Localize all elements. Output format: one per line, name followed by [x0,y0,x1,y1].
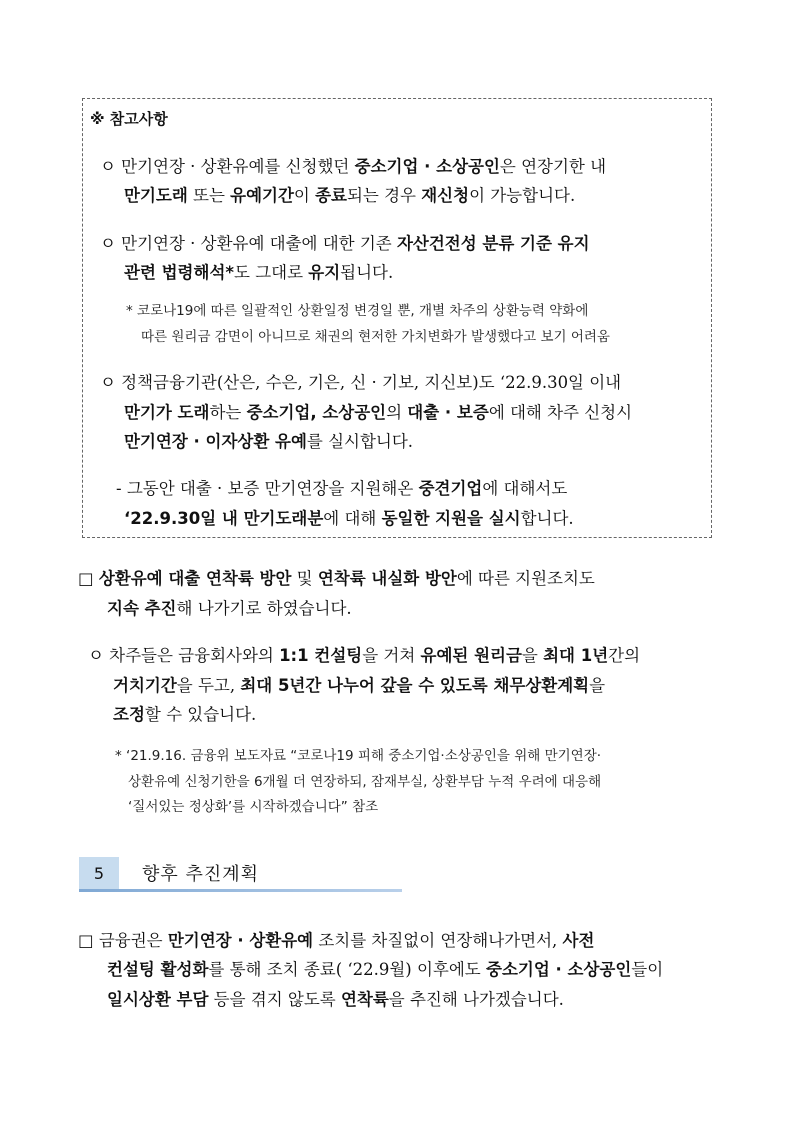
text-run: □ [78,569,99,588]
text-run: 이 [293,186,316,205]
text-run: 을 두고, [176,676,241,695]
bold-text-run: 상환유예 대출 연착륙 방안 [98,569,292,588]
text-run: 조치를 차질없이 연장해나가면서, [313,931,563,950]
bold-text-run: 재신청 [421,186,470,205]
text-run: 되는 경우 [346,186,422,205]
ref-dash-line2 [124,507,574,531]
bold-text-run: 만기가 도래 [124,403,210,422]
text-run: 를 실시합니다. [306,432,414,451]
bold-text-run: 중소기업 · 소상공인 [354,157,500,176]
reference-title: ※ 참고사항 [90,110,168,128]
ref-item2-line2 [124,261,393,285]
ref-item3-line3 [124,430,413,454]
body-footnote-line2: 상환유예 신청기한을 6개월 더 연장하되, 잠재부실, 상환부담 누적 우려에 대응해 [128,774,602,790]
ref-dash-line1 [116,477,567,501]
text-run: 등을 겪지 않도록 [208,990,341,1009]
bold-text-run: 대출 · 보증 [407,403,489,422]
text-run: 을 [589,676,606,695]
plan-line2 [107,958,663,982]
bold-text-run: 중소기업, 소상공인 [246,403,387,422]
bold-text-run: 컨설팅 활성화 [107,960,209,979]
text-run: 들이 [631,960,664,979]
bold-text-run: 유예된 원리금 [420,646,522,665]
bold-text-run: 관련 법령해석* [124,263,235,282]
text-run: ㅇ 차주들은 금융회사와의 [88,646,280,665]
text-run: 을 추진해 나가겠습니다. [388,990,564,1009]
bold-text-run: 지속 추진 [107,599,177,618]
bold-text-run: 중견기업 [418,479,483,498]
text-run: ㅇ 정책금융기관(산은, 수은, 기은, 신 · 기보, 지신보)도 ‘22.9.30일 이내 [100,373,622,392]
text-run: 을 거쳐 [362,646,421,665]
text-run: 할 수 있습니다. [144,705,257,724]
text-run: □ 금융권은 [78,931,168,950]
bold-text-run: ‘22.9.30일 내 만기도래분 [124,509,324,528]
bold-text-run: 종료 [315,186,347,205]
bold-text-run: 최대 5년간 나누어 갚을 수 있도록 채무상환계획 [240,676,590,695]
text-run: 은 연장기한 내 [499,157,607,176]
body-footnote-line1: * ‘21.9.16. 금융위 보도자료 “코로나19 피해 중소기업·소상공인을 위해 만기연장· [115,748,602,764]
text-run: - 그동안 대출 · 보증 만기연장을 지원해온 [116,479,419,498]
ref-item3-line1 [100,371,621,395]
bold-text-run: 유지 [308,263,341,282]
bold-text-run: 자산건전성 분류 기준 유지 [396,234,590,253]
text-run: 에 따른 지원조치도 [456,569,595,588]
body-para2-line3 [113,703,256,727]
ref-item2-line1 [100,232,590,256]
text-run: 합니다. [520,509,574,528]
body-para2-line2 [113,674,605,698]
section-title: 향후 추진계획 [142,864,260,885]
bold-text-run: 최대 1년 [543,646,609,665]
bold-text-run: 1:1 컨설팅 [279,646,363,665]
bold-text-run: 유예기간 [230,186,294,205]
ref-item1-line1 [100,155,606,179]
bold-text-run: 만기도래 [124,186,188,205]
text-run: 을 [521,646,544,665]
text-run: 도 그대로 [234,263,309,282]
bold-text-run: 연착륙 [340,990,389,1009]
bold-text-run: 만기연장 · 상환유예 [167,931,314,950]
text-run: 됩니다. [340,263,394,282]
bold-text-run: 조정 [113,705,145,724]
text-run: 해 나가기로 하였습니다. [176,599,352,618]
body-footnote-line3: ‘질서있는 정상화’를 시작하겠습니다” 참조 [128,799,379,815]
section-number: 5 [79,857,119,890]
plan-line3 [107,988,564,1012]
text-run: 에 대해 차주 신청시 [488,403,633,422]
bold-text-run: 중소기업 · 소상공인 [486,960,632,979]
ref-footnote-line2: 따른 원리금 감면이 아니므로 채권의 현저한 가치변화가 발생했다고 보기 어려움 [141,329,610,345]
text-run: 의 [386,403,408,422]
text-run: 간의 [608,646,641,665]
bold-text-run: 사전 [562,931,595,950]
bold-text-run: 일시상환 부담 [107,990,209,1009]
ref-footnote-line1: * 코로나19에 따른 일괄적인 상환일정 변경일 뿐, 개별 차주의 상환능력 약화에 [126,303,589,319]
text-run: 에 대해 [323,509,382,528]
bold-text-run: 거치기간 [113,676,177,695]
plan-line1 [78,929,594,953]
ref-item3-line2 [124,401,632,425]
bold-text-run: 만기연장 · 이자상환 유예 [124,432,307,451]
body-para1-line1 [78,567,595,591]
text-run: 이 가능합니다. [469,186,576,205]
body-para1-line2 [107,597,352,621]
text-run: 하는 [209,403,247,422]
bold-text-run: 연착륙 내실화 방안 [317,569,457,588]
bold-text-run: 동일한 지원을 실시 [381,509,521,528]
text-run: 에 대해서도 [482,479,568,498]
text-run: 또는 [187,186,231,205]
section-underline [79,889,402,892]
text-run: ㅇ 만기연장 · 상환유예 대출에 대한 기존 [100,234,397,253]
text-run: ㅇ 만기연장 · 상환유예를 신청했던 [100,157,355,176]
ref-item1-line2 [124,184,575,208]
body-para2-line1 [88,644,640,668]
text-run: 및 [291,569,318,588]
text-run: 를 통해 조치 종료( ‘22.9월) 이후에도 [208,960,486,979]
